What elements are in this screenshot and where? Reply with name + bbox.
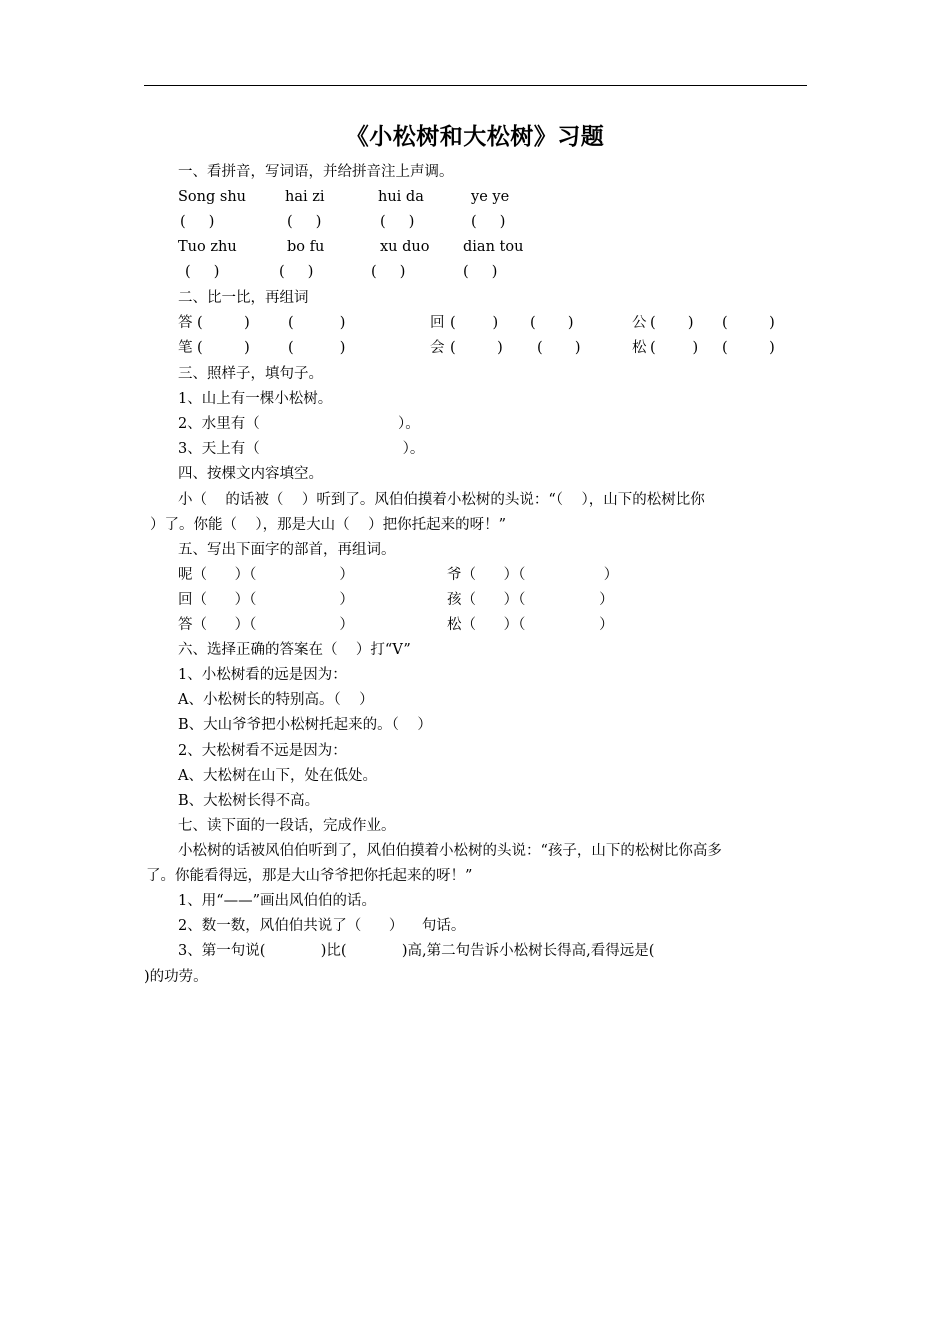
task-line: 3、第一句说( )比( )高,第二句告诉小松树长得高,看得远是( bbox=[178, 943, 655, 959]
task-line: 2、数一数，风伯伯共说了（ ） 句话。 bbox=[178, 918, 466, 934]
option-line: A、小松树长的特别高。（ ） bbox=[178, 692, 374, 708]
reading-passage: 小松树的话被风伯伯听到了，风伯伯摸着小松树的头说：“孩子，山下的松树比你高多 bbox=[178, 843, 722, 859]
question-line: 1、小松树看的远是因为： bbox=[178, 667, 347, 683]
word-blank: ( ) bbox=[650, 340, 699, 356]
answer-blank: ( ) bbox=[471, 214, 506, 230]
word-blank: ( ) bbox=[450, 340, 503, 356]
cloze-line: ）了。你能（ ），那是大山（ ）把你托起来的呀！” bbox=[150, 517, 507, 533]
pinyin-diantou: dian tou bbox=[463, 239, 524, 255]
compare-char: 公 bbox=[632, 315, 647, 331]
word-blank: ( ) bbox=[288, 340, 346, 356]
compare-char: 笔 bbox=[178, 340, 193, 356]
section-4-heading: 四、按棵文内容填空。 bbox=[178, 466, 323, 482]
pinyin-bofu: bo fu bbox=[287, 239, 325, 255]
word-blank: ( ) bbox=[537, 340, 581, 356]
pinyin-huida: hui da bbox=[378, 189, 424, 205]
fill-sentence: 2、水里有（ ）。 bbox=[178, 416, 420, 432]
compare-char: 答 bbox=[178, 315, 193, 331]
section-7-heading: 七、读下面的一段话，完成作业。 bbox=[178, 818, 396, 834]
word-blank: ( ) bbox=[530, 315, 574, 331]
task-line: 1、用“——”画出风伯伯的话。 bbox=[178, 893, 377, 909]
answer-blank: ( ) bbox=[371, 264, 406, 280]
compare-char: 回 bbox=[430, 315, 445, 331]
compare-char: 松 bbox=[632, 340, 647, 356]
pinyin-tuozhu: Tuo zhu bbox=[178, 239, 237, 255]
radical-row: 答（ ）（ ） bbox=[178, 617, 354, 633]
example-sentence: 1、山上有一棵小松树。 bbox=[178, 391, 333, 407]
answer-blank: ( ) bbox=[463, 264, 498, 280]
task-line: )的功劳。 bbox=[144, 969, 208, 985]
cloze-line: 小（ 的话被（ ）听到了。风伯伯摸着小松树的头说：“（ ），山下的松树比你 bbox=[178, 492, 705, 508]
page-title: 《小松树和大松树》习题 bbox=[345, 123, 605, 150]
fill-sentence: 3、天上有（ ）。 bbox=[178, 441, 425, 457]
answer-blank: ( ) bbox=[185, 264, 220, 280]
section-2-heading: 二、比一比，再组词 bbox=[178, 290, 309, 306]
reading-passage: 了。你能看得远，那是大山爷爷把你托起来的呀！” bbox=[146, 868, 473, 884]
answer-blank: ( ) bbox=[287, 214, 322, 230]
compare-char: 会 bbox=[430, 340, 445, 356]
pinyin-yeye: ye ye bbox=[471, 189, 510, 205]
radical-row: 爷（ ）（ ） bbox=[447, 567, 619, 583]
word-blank: ( ) bbox=[722, 315, 775, 331]
word-blank: ( ) bbox=[288, 315, 346, 331]
option-line: A、大松树在山下，处在低处。 bbox=[178, 768, 377, 784]
word-blank: ( ) bbox=[450, 315, 499, 331]
section-6-heading: 六、选择正确的答案在（ ）打“V” bbox=[178, 642, 411, 658]
option-line: B、大松树长得不高。 bbox=[178, 793, 320, 809]
pinyin-haizi: hai zi bbox=[285, 189, 325, 205]
word-blank: ( ) bbox=[197, 340, 250, 356]
radical-row: 松（ ）（ ） bbox=[447, 617, 614, 633]
pinyin-xuduo: xu duo bbox=[380, 239, 430, 255]
pinyin-songshu: Song shu bbox=[178, 189, 247, 205]
option-line: B、大山爷爷把小松树托起来的。（ ） bbox=[178, 717, 432, 733]
top-rule bbox=[144, 85, 807, 86]
radical-row: 呢（ ）（ ） bbox=[178, 567, 354, 583]
word-blank: ( ) bbox=[722, 340, 775, 356]
section-5-heading: 五、写出下面字的部首，再组词。 bbox=[178, 542, 396, 558]
answer-blank: ( ) bbox=[279, 264, 314, 280]
radical-row: 回（ ）（ ） bbox=[178, 592, 354, 608]
answer-blank: ( ) bbox=[380, 214, 415, 230]
question-line: 2、大松树看不远是因为： bbox=[178, 743, 347, 759]
word-blank: ( ) bbox=[650, 315, 694, 331]
radical-row: 孩（ ）（ ） bbox=[447, 592, 614, 608]
answer-blank: ( ) bbox=[180, 214, 215, 230]
section-3-heading: 三、照样子，填句子。 bbox=[178, 366, 323, 382]
word-blank: ( ) bbox=[197, 315, 250, 331]
section-1-heading: 一、看拼音，写词语，并给拼音注上声调。 bbox=[178, 164, 454, 180]
